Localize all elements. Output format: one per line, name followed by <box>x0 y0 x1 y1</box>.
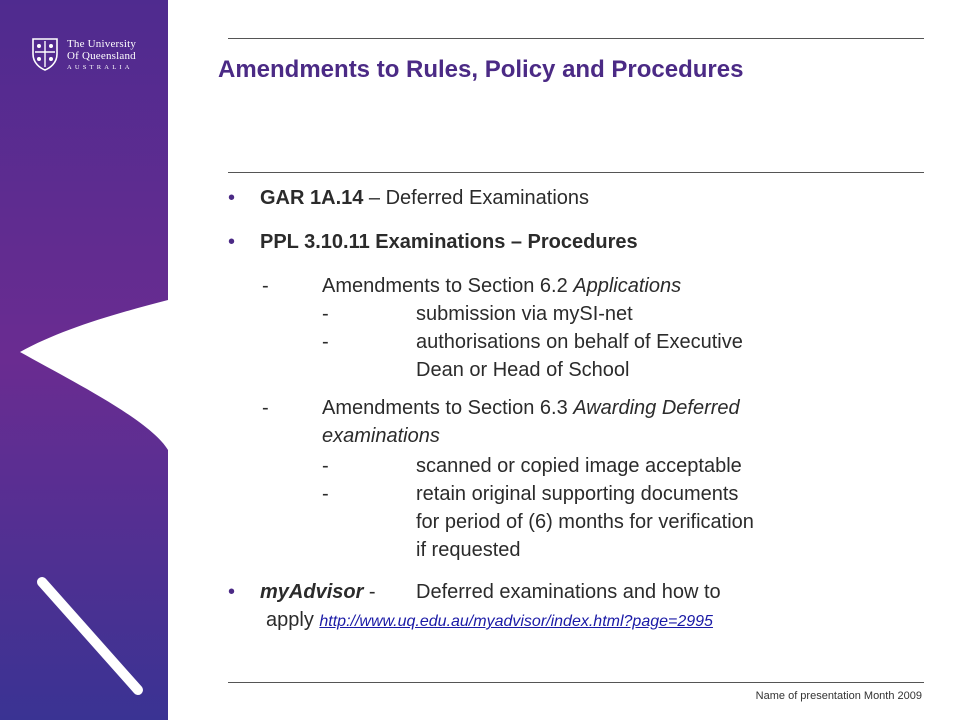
slide-title: Amendments to Rules, Policy and Procedures <box>218 56 744 83</box>
myadvisor-link[interactable]: http://www.uq.edu.au/myadvisor/index.html?page=2995 <box>319 613 713 630</box>
footer-text: Name of presentation Month 2009 <box>755 690 922 702</box>
sub-sub-dash: - <box>322 455 329 477</box>
sub-amendment-6-2 <box>322 274 681 298</box>
myadvisor-text: Deferred examinations and how to <box>416 581 721 603</box>
sub-sub-dash: - <box>322 303 329 325</box>
logo-line-2: Of Queensland <box>67 50 136 62</box>
apply-word: apply <box>266 609 314 631</box>
sub-amendment-italic-cont: examinations <box>322 425 440 447</box>
myadvisor-apply-line <box>266 608 713 634</box>
sub-dash: - <box>262 275 269 297</box>
myadvisor-label: myAdvisor <box>260 581 364 603</box>
sub-amendment-text: Amendments to Section 6.2 <box>322 275 574 297</box>
myadvisor-dash: - <box>363 581 376 603</box>
sub-sub-dash: - <box>322 331 329 353</box>
sub-sub-item-cont: if requested <box>416 539 521 561</box>
bullet-marker: • <box>228 581 236 603</box>
sub-sub-dash: - <box>322 483 329 505</box>
sub-sub-item: submission via mySI-net <box>416 303 633 325</box>
sub-sub-item-cont: Dean or Head of School <box>416 359 630 381</box>
sub-sub-item: authorisations on behalf of Executive <box>416 331 743 353</box>
bullet-marker: • <box>228 231 236 253</box>
gar-code: GAR 1A.14 <box>260 187 364 209</box>
footer-divider <box>228 682 924 683</box>
bullet-ppl: PPL 3.10.11 Examinations – Procedures <box>260 231 638 253</box>
sub-amendment-6-3 <box>322 396 740 420</box>
logo-line-3: AUSTRALIA <box>67 64 133 71</box>
sub-sub-item: retain original supporting documents <box>416 483 739 505</box>
sub-dash: - <box>262 397 269 419</box>
sub-sub-item-cont: for period of (6) months for verification <box>416 511 754 533</box>
sub-amendment-italic: Applications <box>573 275 682 297</box>
sub-amendment-text: Amendments to Section 6.3 <box>322 397 574 419</box>
sub-amendment-italic: Awarding Deferred <box>573 397 740 419</box>
bullet-marker: • <box>228 187 236 209</box>
gar-description: – Deferred Examinations <box>363 187 590 209</box>
logo-line-1: The University <box>67 38 137 50</box>
bullet-myadvisor <box>260 580 376 604</box>
sub-sub-item: scanned or copied image acceptable <box>416 455 742 477</box>
bullet-gar <box>260 186 589 210</box>
